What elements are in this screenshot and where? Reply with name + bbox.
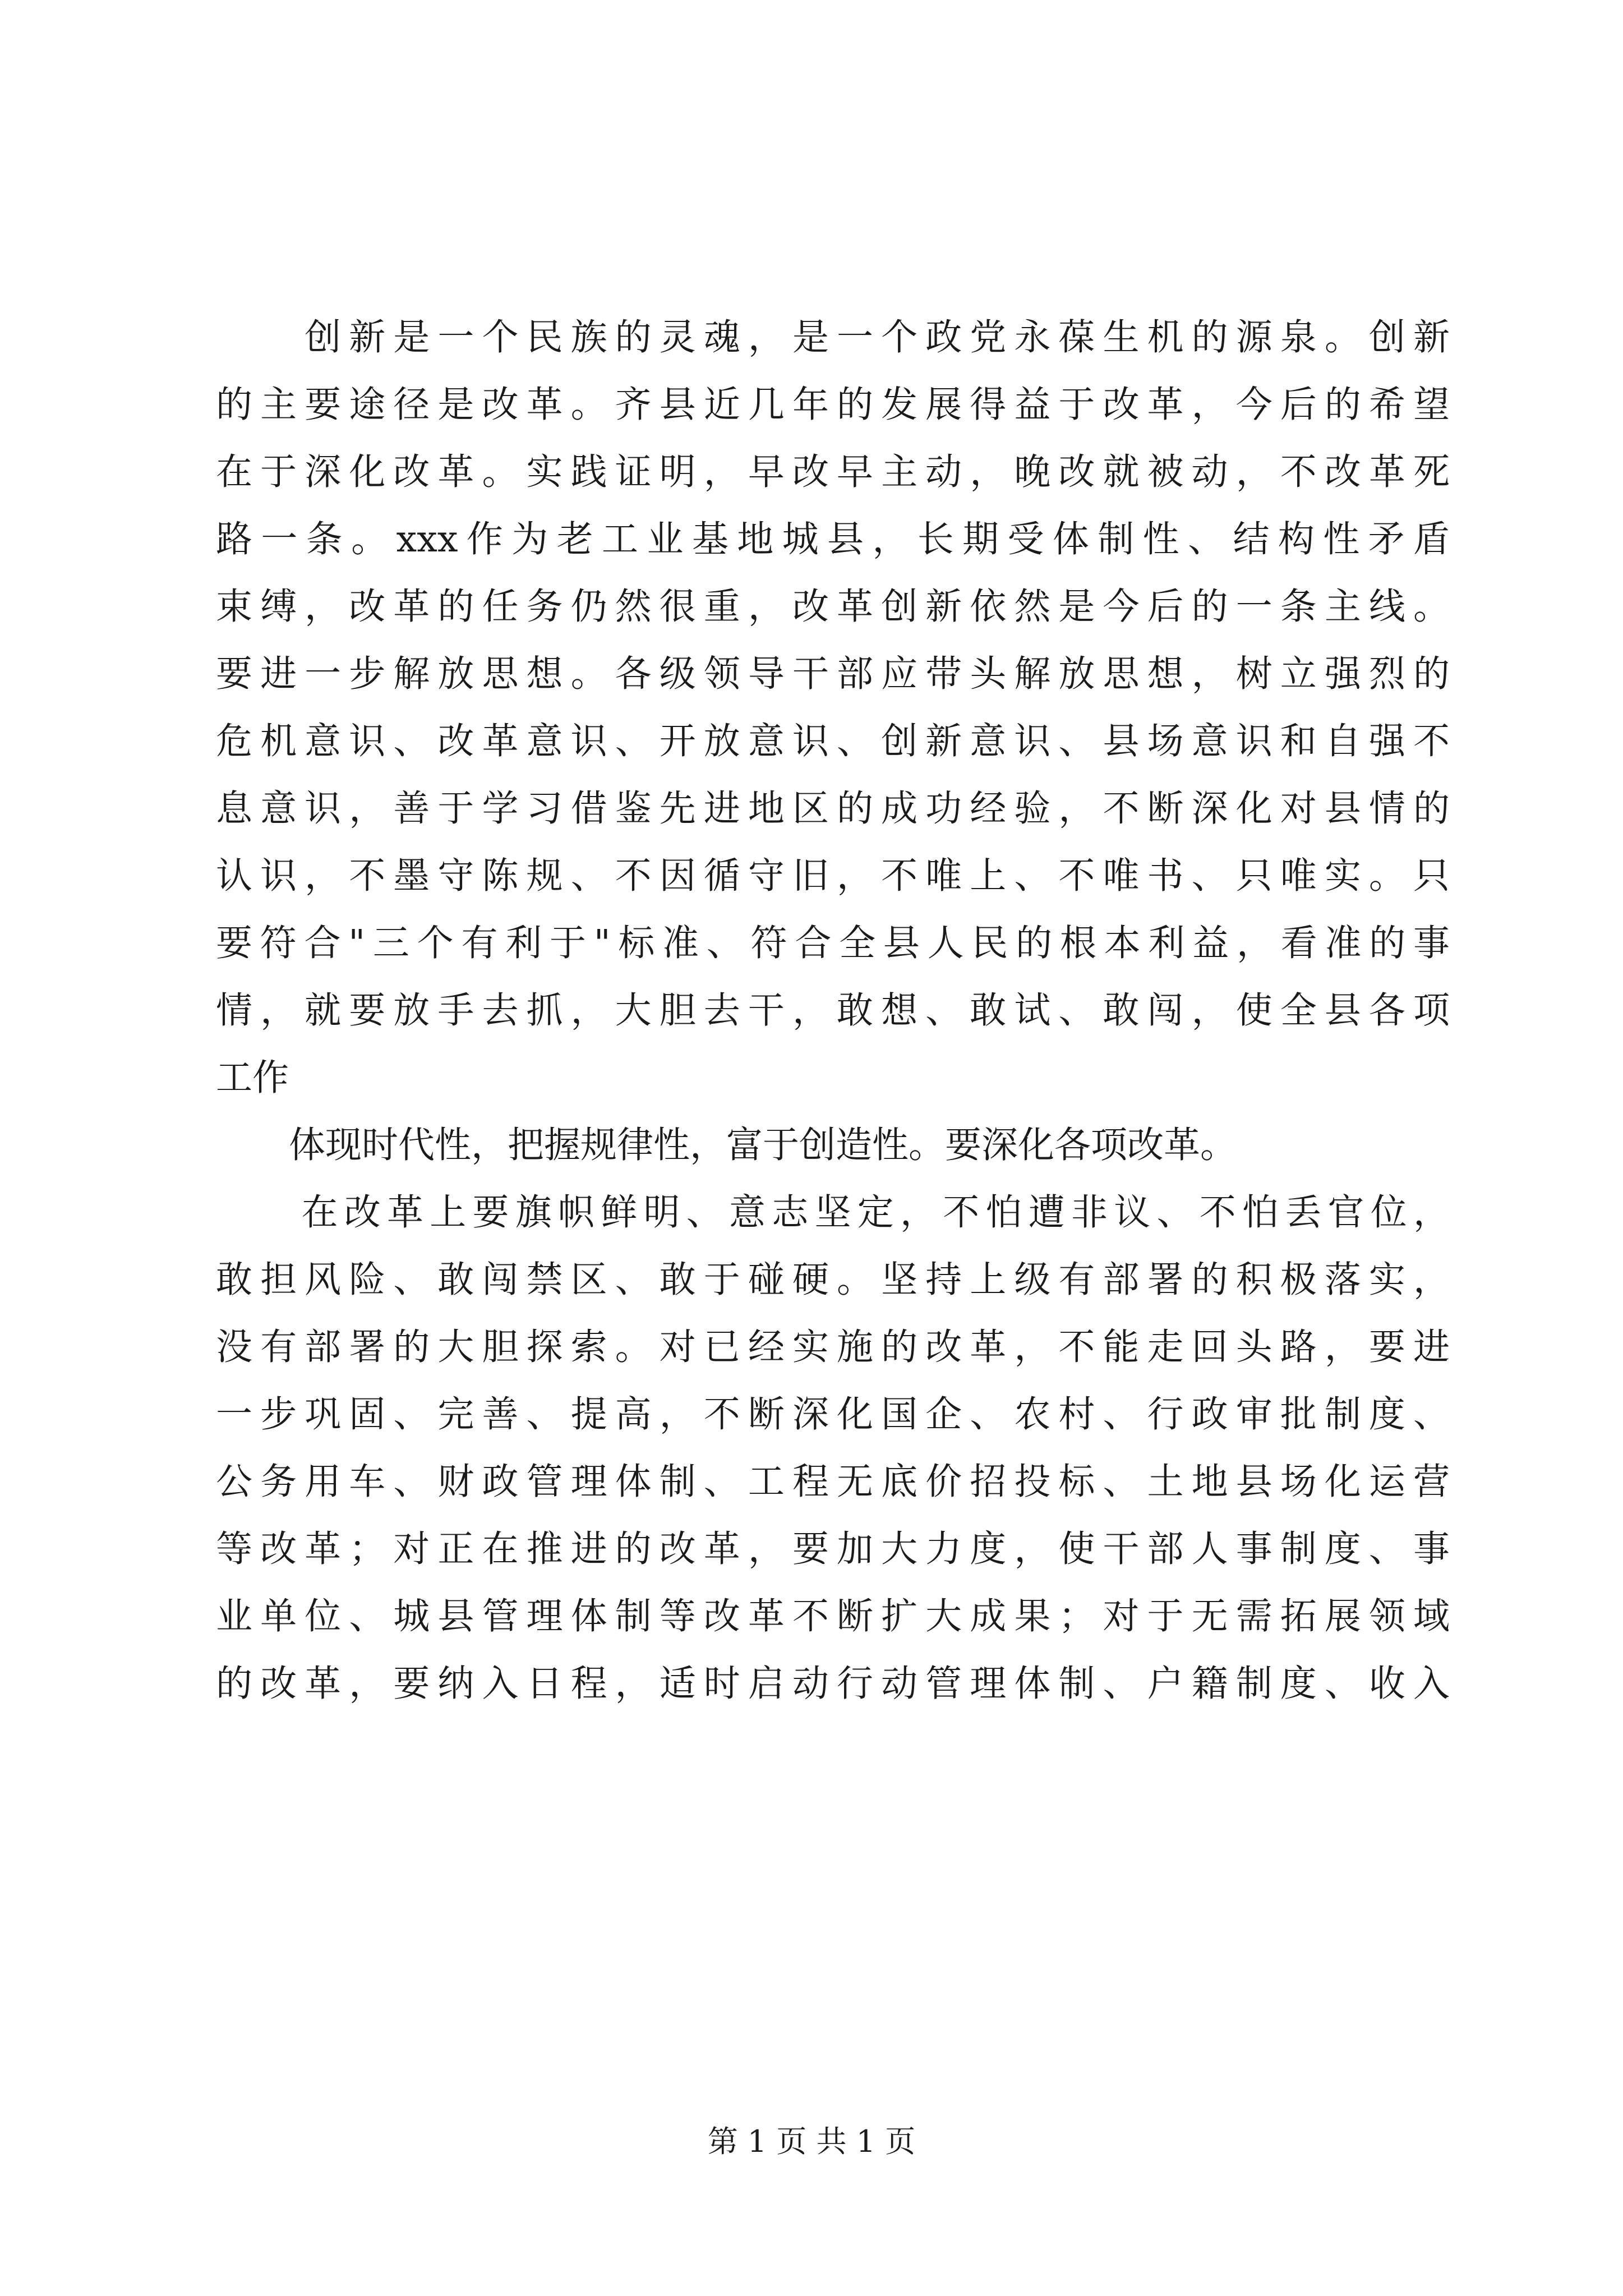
text-line: 公务用车、财政管理体制、工程无底价招投标、土地县场化运营 (216, 1461, 1450, 1503)
text-line: 一步巩固、完善、提高，不断深化国企、农村、行政审批制度、 (216, 1393, 1450, 1435)
page-number: 第 1 页 共 1 页 (707, 2124, 916, 2159)
text-line: 路一条。xxx作为老工业基地城县，长期受体制性、结构性矛盾 (216, 518, 1450, 560)
text-line: 危机意识、改革意识、开放意识、创新意识、县场意识和自强不 (216, 720, 1450, 762)
text-line: 的改革，要纳入日程，适时启动行动管理体制、户籍制度、收入 (216, 1663, 1450, 1705)
page-footer (0, 2118, 1623, 2161)
text-line: 创新是一个民族的灵魂，是一个政党永葆生机的源泉。创新 (216, 316, 1450, 358)
text-line: 束缚，改革的任务仍然很重，改革创新依然是今后的一条主线。 (216, 586, 1450, 628)
text-line: 要进一步解放思想。各级领导干部应带头解放思想，树立强烈的 (216, 653, 1450, 695)
text-line: 的主要途径是改革。齐县近几年的发展得益于改革，今后的希望 (216, 384, 1450, 426)
text-line: 情，就要放手去抓，大胆去干，敢想、敢试、敢闯，使全县各项 (216, 990, 1450, 1032)
text-line: 在改革上要旗帜鲜明、意志坚定，不怕遭非议、不怕丢官位， (216, 1191, 1450, 1234)
text-line: 工作 (216, 1057, 289, 1099)
text-line: 息意识，善于学习借鉴先进地区的成功经验，不断深化对县情的 (216, 788, 1450, 830)
text-line: 业单位、城县管理体制等改革不断扩大成果；对于无需拓展领域 (216, 1595, 1450, 1637)
text-line: 没有部署的大胆探索。对已经实施的改革，不能走回头路，要进 (216, 1326, 1450, 1368)
text-line: 敢担风险、敢闯禁区、敢于碰硬。坚持上级有部署的积极落实， (216, 1259, 1450, 1301)
text-line: 等改革；对正在推进的改革，要加大力度，使干部人事制度、事 (216, 1528, 1450, 1570)
text-line: 要符合"三个有利于"标准、符合全县人民的根本利益，看准的事 (216, 922, 1450, 964)
text-line: 认识，不墨守陈规、不因循守旧，不唯上、不唯书、只唯实。只 (216, 855, 1450, 897)
body-text (216, 304, 1450, 1718)
text-line: 在于深化改革。实践证明，早改早主动，晚改就被动，不改革死 (216, 451, 1450, 493)
text-line: 体现时代性，把握规律性，富于创造性。要深化各项改革。 (216, 1124, 1237, 1166)
